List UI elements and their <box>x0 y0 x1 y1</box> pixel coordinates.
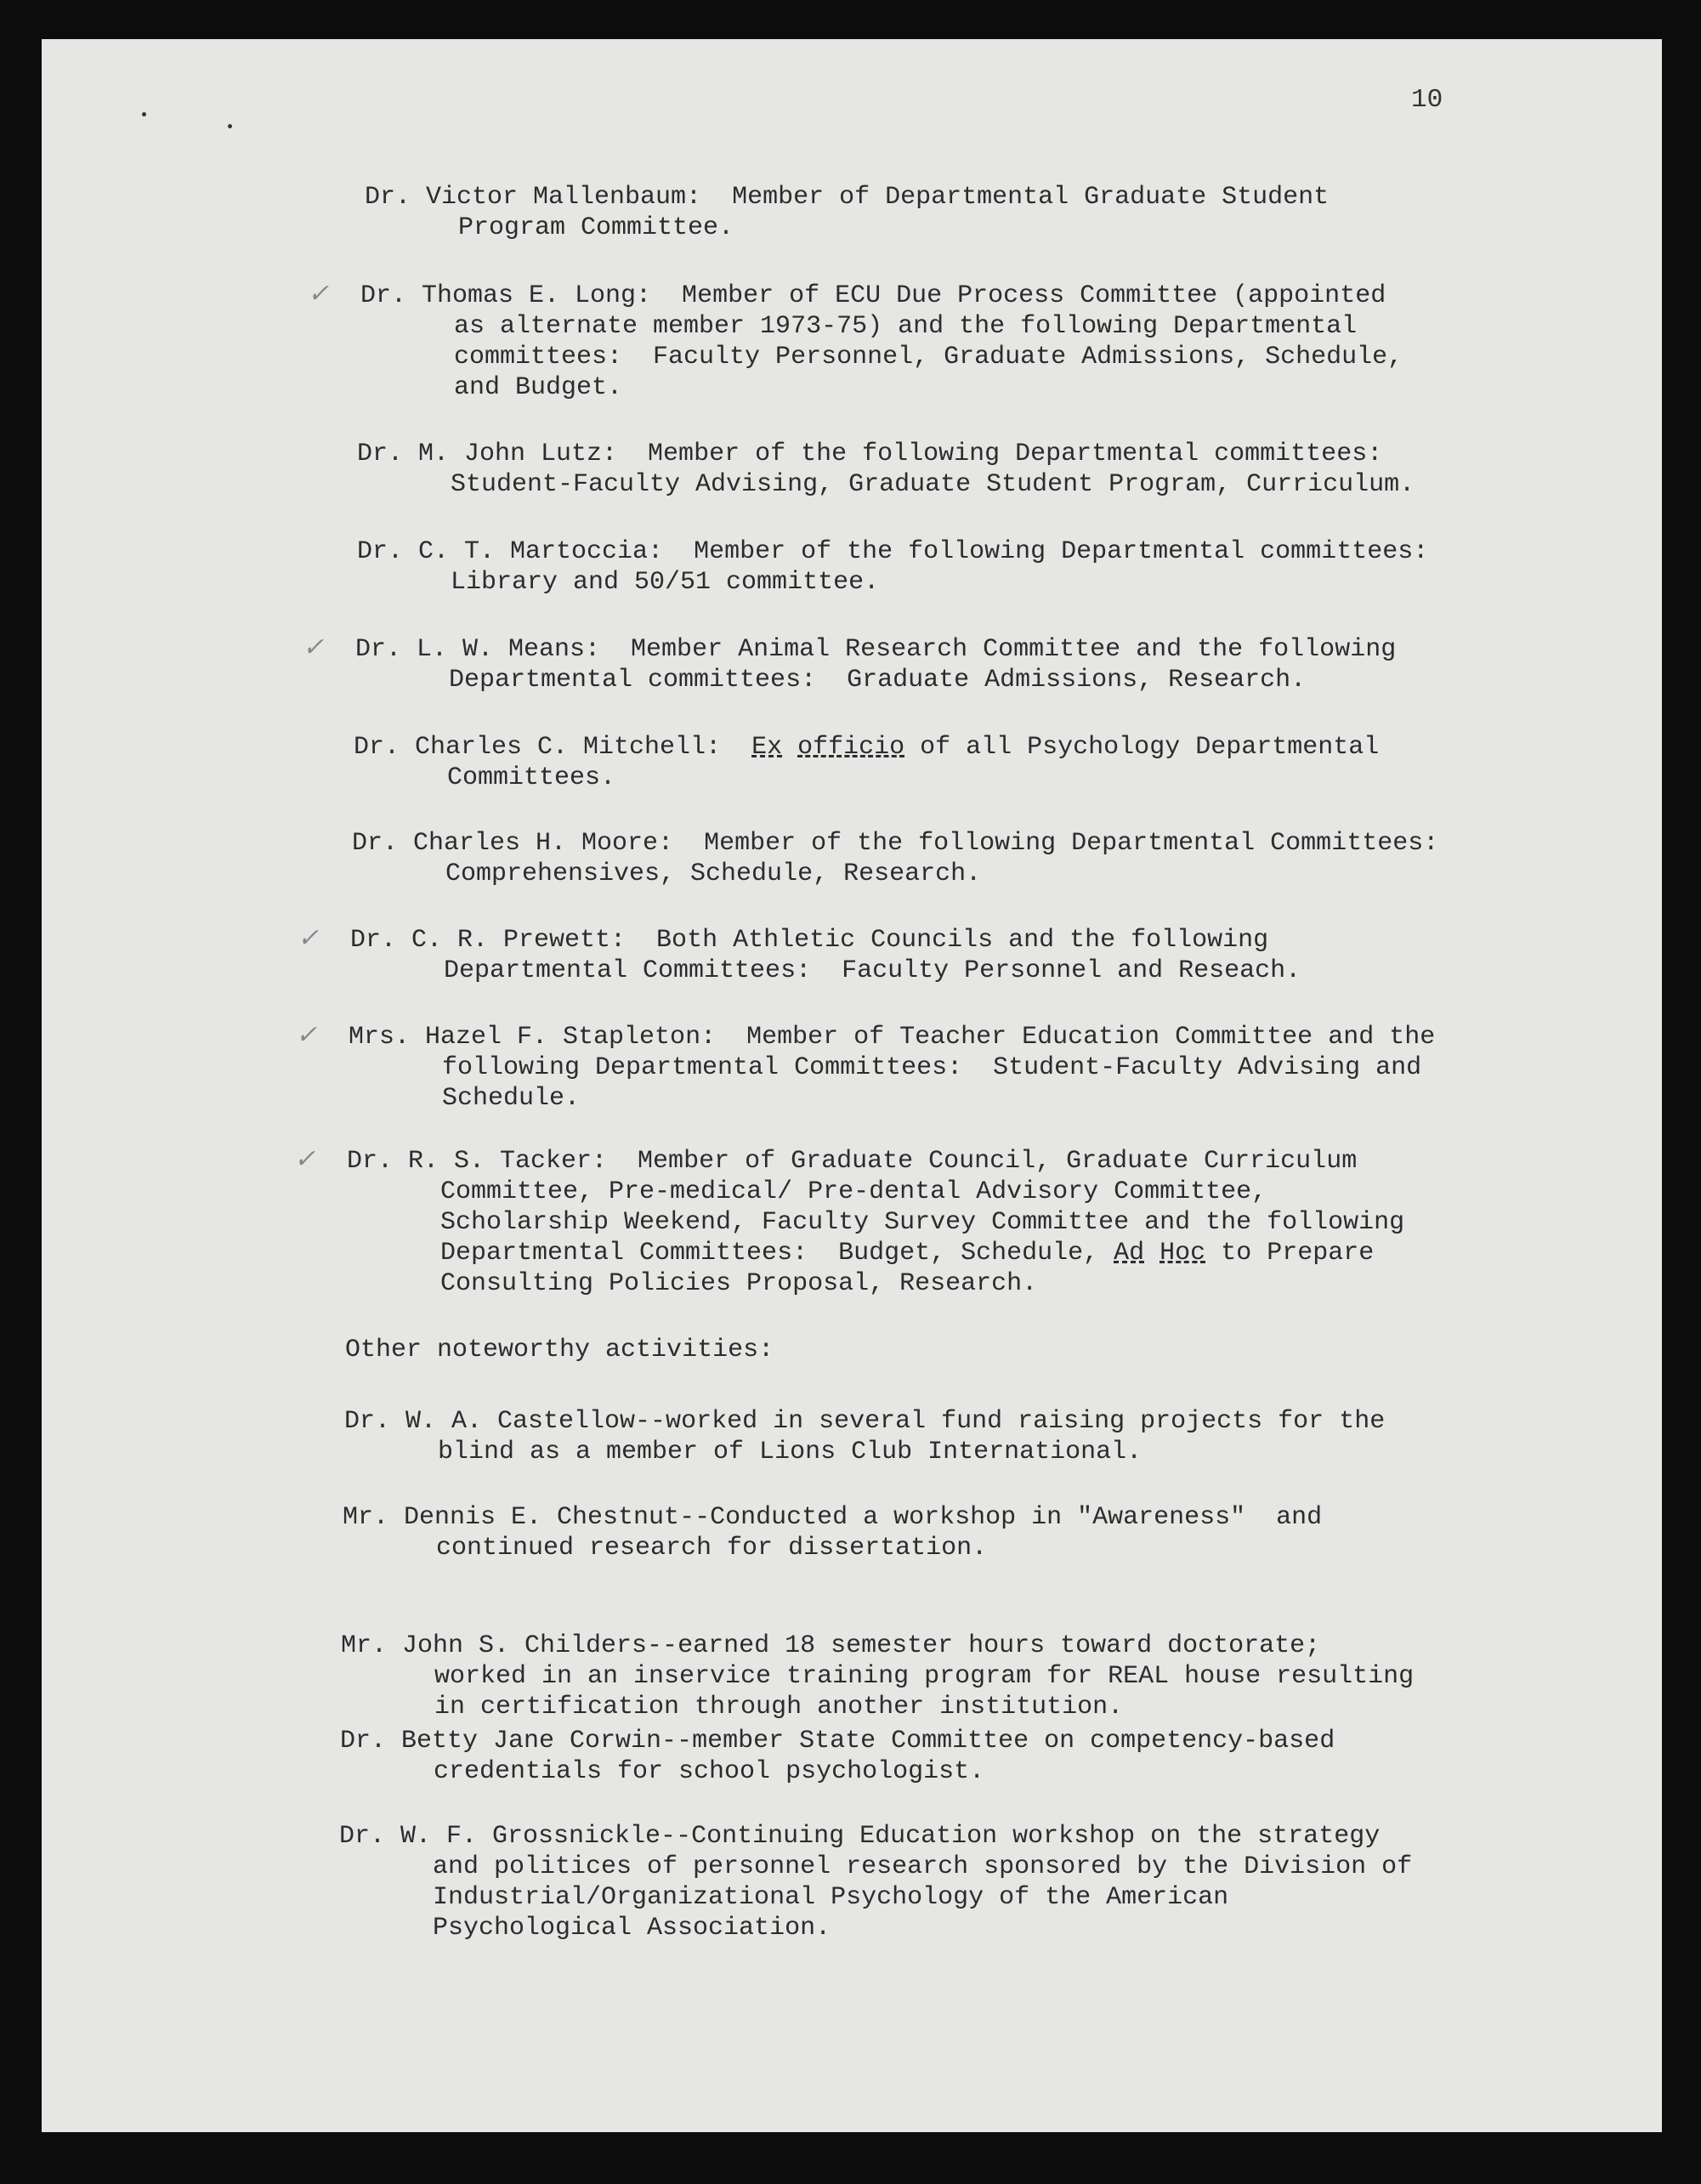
entry-continuation-line: Departmental committees: Graduate Admissions, Research. <box>449 666 1307 695</box>
page-number: 10 <box>1411 85 1443 115</box>
entry-first-line: Dr. R. S. Tacker: Member of Graduate Council, Graduate Curriculum <box>347 1147 1358 1176</box>
entry-continuation-line: and Budget. <box>454 373 623 402</box>
entry-continuation-line: Library and 50/51 committee. <box>451 568 880 597</box>
entry-continuation-line: Schedule. <box>442 1084 581 1113</box>
entry <box>340 1726 1335 1787</box>
entry-continuation-line: Comprehensives, Schedule, Research. <box>445 859 982 888</box>
entry-continuation-line: Departmental Committees: Faculty Personnel and Reseach. <box>444 956 1301 985</box>
entry-first-line: Dr. Thomas E. Long: Member of ECU Due Process Committee (appointed <box>360 281 1386 310</box>
entry <box>347 1146 1404 1299</box>
entry-continuation-line: blind as a member of Lions Club International. <box>438 1438 1143 1466</box>
speck <box>228 124 232 128</box>
speck <box>142 112 146 116</box>
entry <box>349 1022 1435 1114</box>
entry-continuation-line: Consulting Policies Proposal, Research. <box>440 1269 1038 1298</box>
entry-continuation-line: worked in an inservice training program for REAL house resulting <box>434 1662 1415 1691</box>
entry <box>341 1631 1414 1722</box>
underlined-term: Ad <box>1114 1239 1145 1268</box>
text: Departmental Committees: Budget, Schedule, <box>440 1239 1114 1268</box>
entry-continuation-line: as alternate member 1973-75) and the following Departmental <box>454 312 1358 341</box>
entry <box>357 536 1428 598</box>
entry-continuation-line: and politices of personnel research sponsored by the Division of <box>433 1852 1413 1881</box>
entry-first-line: Dr. W. A. Castellow--worked in several fund raising projects for the <box>344 1407 1386 1436</box>
entry-first-line: Dr. M. John Lutz: Member of the following Departmental committees: <box>357 440 1383 468</box>
entry-first-line: Dr. C. T. Martoccia: Member of the following Departmental committees: <box>357 537 1429 566</box>
entry-first-line <box>354 732 1379 763</box>
entry-first-line: Dr. L. W. Means: Member Animal Research Committee and the following <box>355 635 1397 664</box>
entry <box>339 1821 1412 1943</box>
entry-first-line: Dr. Betty Jane Corwin--member State Committee on competency-based <box>340 1727 1335 1756</box>
entry-continuation-line: following Departmental Committees: Student-Faculty Advising and <box>442 1053 1422 1082</box>
check-mark-icon: ✓ <box>308 281 330 310</box>
underlined-term: Hoc <box>1160 1239 1206 1268</box>
entry <box>344 1406 1385 1467</box>
underlined-term: officio <box>797 733 905 762</box>
entry-continuation-line: credentials for school psychologist. <box>434 1757 985 1786</box>
check-mark-icon: ✓ <box>303 635 325 664</box>
entry-first-line: Dr. Charles H. Moore: Member of the following Departmental Committees: <box>352 829 1439 858</box>
entry-continuation-line: Psychological Association. <box>433 1914 831 1943</box>
entry-continuation-line: Scholarship Weekend, Faculty Survey Committee and the following <box>440 1208 1405 1237</box>
entry <box>352 828 1438 889</box>
section-heading <box>345 1335 774 1365</box>
entry-first-line: Dr. W. F. Grossnickle--Continuing Education workshop on the strategy <box>339 1822 1381 1851</box>
entry-continuation-line: Program Committee. <box>458 213 734 242</box>
entry-first-line: Mrs. Hazel F. Stapleton: Member of Teacher Education Committee and the <box>349 1023 1436 1052</box>
entry-continuation-line: Student-Faculty Advising, Graduate Student Program, Curriculum. <box>451 470 1415 499</box>
entry <box>357 439 1415 500</box>
entry-first-line: Mr. John S. Childers--earned 18 semester hours toward doctorate; <box>341 1631 1321 1660</box>
entry-continuation-line: continued research for dissertation. <box>436 1534 988 1563</box>
entry-continuation-line: Committee, Pre-medical/ Pre-dental Advisory Committee, <box>440 1177 1267 1206</box>
entry-continuation-line <box>347 1238 1404 1268</box>
entry-first-line: Dr. C. R. Prewett: Both Athletic Councils and the following <box>350 926 1269 955</box>
check-mark-icon: ✓ <box>298 926 320 955</box>
entry-continuation-line: Industrial/Organizational Psychology of the American <box>433 1883 1229 1912</box>
entry <box>350 925 1301 986</box>
underlined-term: Ex <box>751 733 783 762</box>
entry-continuation-line: in certification through another institution. <box>434 1693 1124 1722</box>
entry <box>343 1502 1322 1563</box>
entry <box>360 281 1403 403</box>
text: of all Psychology Departmental <box>904 733 1380 762</box>
entry <box>354 732 1379 793</box>
check-mark-icon: ✓ <box>296 1023 318 1052</box>
entry <box>365 182 1329 243</box>
entry-continuation-line: Committees. <box>447 763 616 792</box>
entry-first-line: Dr. Victor Mallenbaum: Member of Departmental Graduate Student <box>365 183 1330 212</box>
entry <box>355 634 1396 695</box>
check-mark-icon: ✓ <box>294 1147 316 1176</box>
text: Dr. Charles C. Mitchell: <box>354 733 752 762</box>
entry-continuation-line: committees: Faculty Personnel, Graduate Admissions, Schedule, <box>454 343 1403 372</box>
entry-first-line: Other noteworthy activities: <box>345 1336 774 1364</box>
entry-first-line: Mr. Dennis E. Chestnut--Conducted a workshop in "Awareness" and <box>343 1503 1323 1532</box>
text: to Prepare <box>1205 1239 1375 1268</box>
